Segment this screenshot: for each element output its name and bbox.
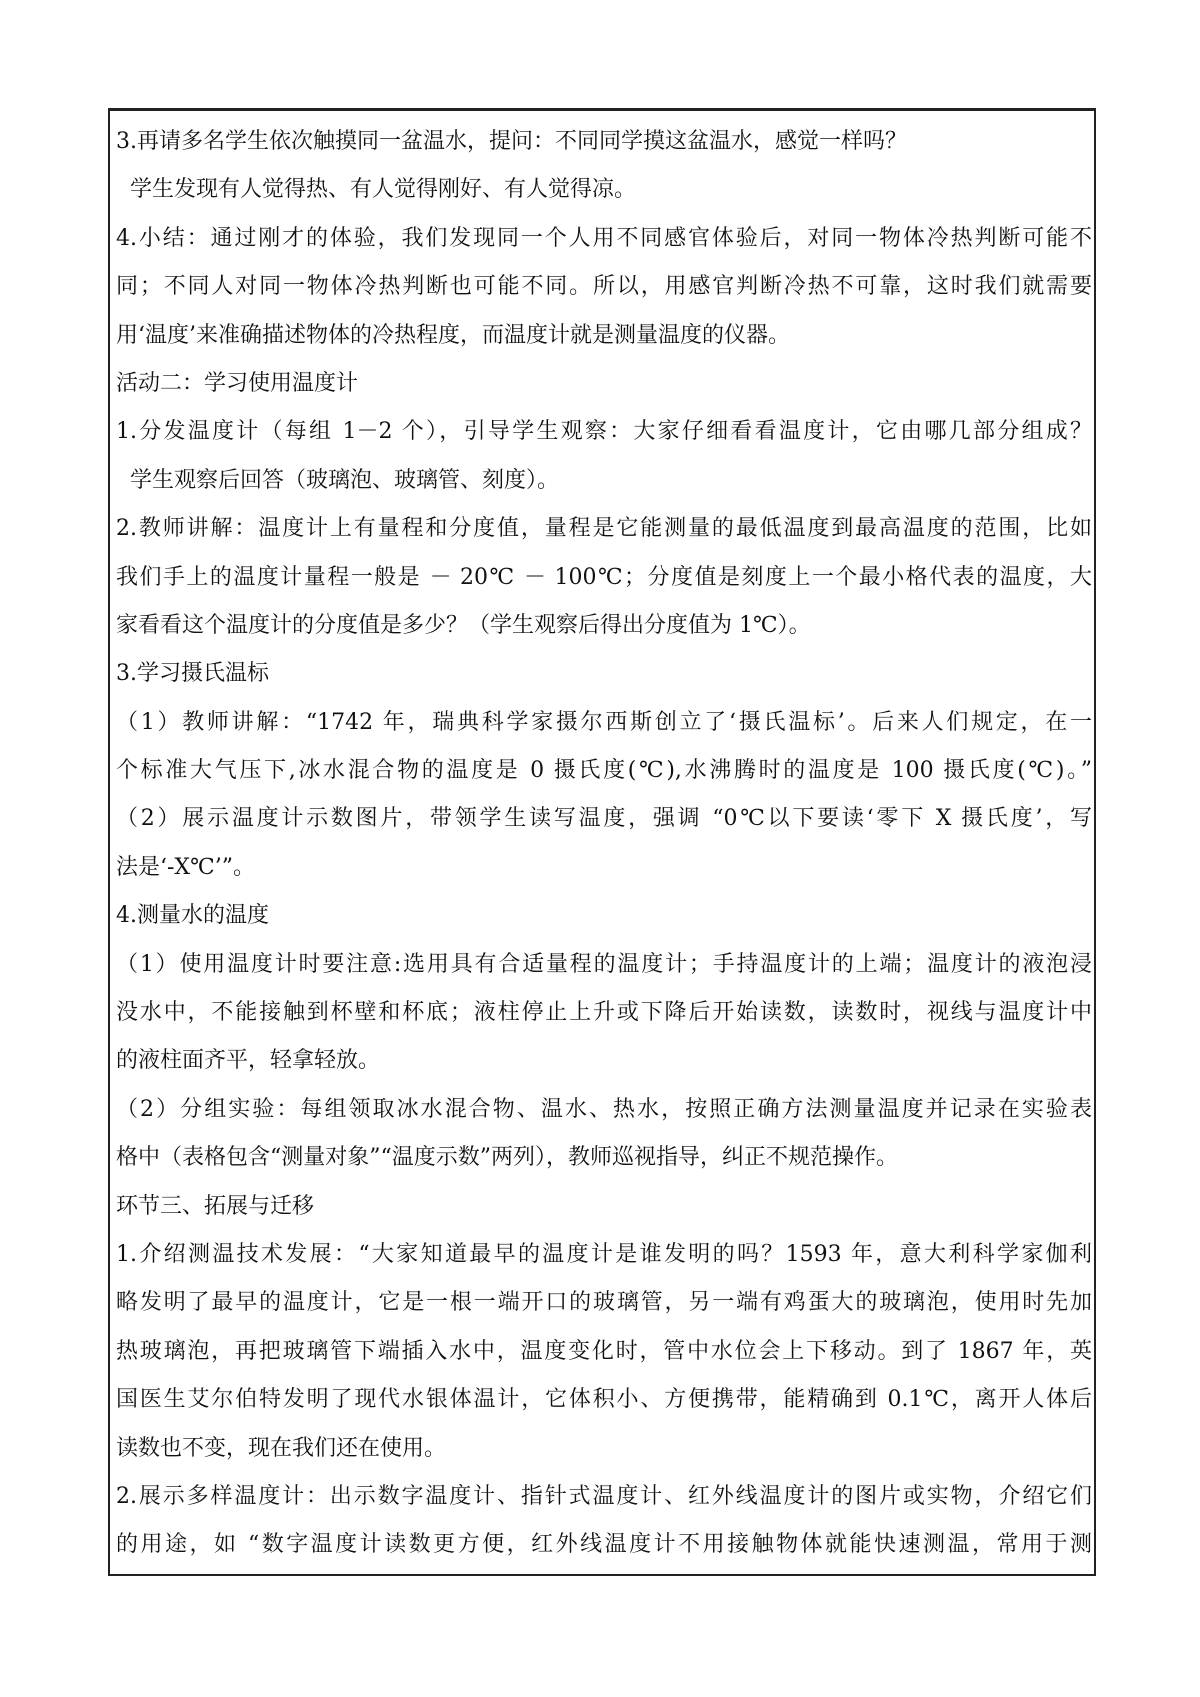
text-line: 用‘温度’来准确描述物体的冷热程度，而温度计就是测量温度的仪器。 [116, 322, 790, 348]
text-line: 学生发现有人觉得热、有人觉得刚好、有人觉得凉。 [130, 177, 637, 203]
text-line: 环节三、拓展与迁移 [116, 1193, 315, 1219]
text-line: 格中（表格包含“测量对象”“温度示数”两列），教师巡视指导，纠正不规范操作。 [116, 1145, 898, 1171]
text-line: 活动二：学习使用温度计 [116, 370, 359, 396]
text-line: （1）使用温度计时要注意:选用具有合适量程的温度计；手持温度计的上端；温度计的液泡浸 [116, 951, 1092, 977]
text-line: 同；不同人对同一物体冷热判断也可能不同。所以，用感官判断冷热不可靠，这时我们就需要 [116, 274, 1092, 300]
text-line: 我们手上的温度计量程一般是 － 20℃ － 100℃；分度值是刻度上一个最小格代表的温度，大 [116, 564, 1092, 590]
text-line: （2）分组实验：每组领取冰水混合物、温水、热水，按照正确方法测量温度并记录在实验表 [116, 1096, 1092, 1122]
text-line: 热玻璃泡，再把玻璃管下端插入水中，温度变化时，管中水位会上下移动。到了 1867 年，英 [116, 1338, 1092, 1364]
text-line: 家看看这个温度计的分度值是多少？（学生观察后得出分度值为 1℃）。 [116, 612, 811, 638]
text-line: 个标准大气压下,冰水混合物的温度是 0 摄氏度(℃),水沸腾时的温度是 100 摄氏度(℃)。” [116, 758, 1092, 784]
text-line: 的液柱面齐平，轻拿轻放。 [116, 1048, 381, 1074]
text-line: 学生观察后回答（玻璃泡、玻璃管、刻度）。 [130, 467, 560, 493]
text-line: 4.测量水的温度 [116, 903, 269, 929]
text-line: 的用途，如 “数字温度计读数更方便，红外线温度计不用接触物体就能快速测温，常用于测 [116, 1532, 1092, 1558]
text-line: 4.小结：通过刚才的体验，我们发现同一个人用不同感官体验后，对同一物体冷热判断可能不 [116, 225, 1092, 251]
text-line: 2.展示多样温度计：出示数字温度计、指针式温度计、红外线温度计的图片或实物，介绍它们 [116, 1483, 1092, 1509]
text-line: 1.介绍测温技术发展：“大家知道最早的温度计是谁发明的吗？1593 年，意大利科学家伽利 [116, 1241, 1092, 1267]
text-line: 3.再请多名学生依次触摸同一盆温水，提问：不同同学摸这盆温水，感觉一样吗？ [116, 129, 907, 154]
text-line: 读数也不变，现在我们还在使用。 [116, 1435, 447, 1461]
text-line: （2）展示温度计示数图片，带领学生读写温度，强调 “0℃以下要读‘零下 X 摄氏度’，写 [116, 806, 1092, 832]
lesson-plan-text [116, 118, 1092, 1570]
text-line: 法是‘-X℃’”。 [116, 854, 255, 880]
text-line: 略发明了最早的温度计，它是一根一端开口的玻璃管，另一端有鸡蛋大的玻璃泡，使用时先加 [116, 1290, 1092, 1316]
text-line: （1）教师讲解：“1742 年，瑞典科学家摄尔西斯创立了‘摄氏温标’。后来人们规定，在一 [116, 709, 1092, 735]
text-line: 2.教师讲解：温度计上有量程和分度值，量程是它能测量的最低温度到最高温度的范围，比如 [116, 516, 1092, 542]
text-line: 国医生艾尔伯特发明了现代水银体温计，它体积小、方便携带，能精确到 0.1℃，离开人体后 [116, 1387, 1092, 1413]
text-line: 3.学习摄氏温标 [116, 661, 269, 687]
text-line: 1.分发温度计（每组 1－2 个），引导学生观察：大家仔细看看温度计，它由哪几部分组成？ [116, 419, 1092, 445]
text-line: 没水中，不能接触到杯壁和杯底；液柱停止上升或下降后开始读数，读数时，视线与温度计中 [116, 1000, 1092, 1026]
